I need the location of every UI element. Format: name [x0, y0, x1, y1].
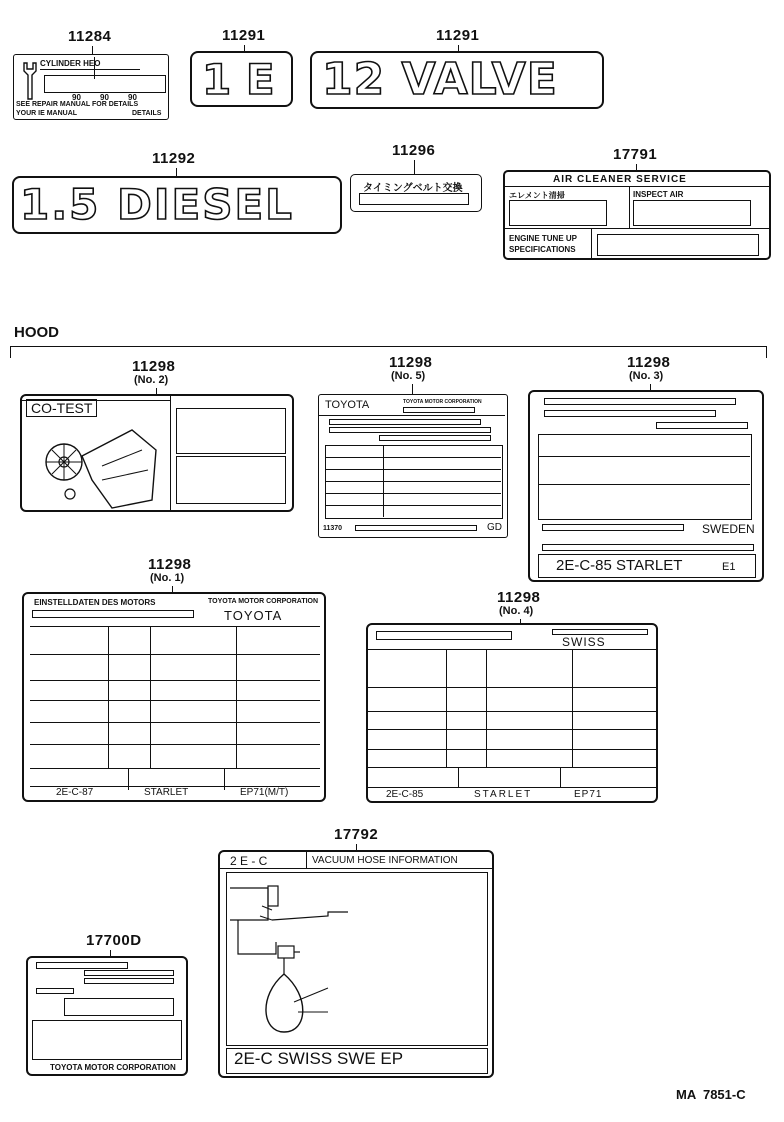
label-17792-vacuum-hose[interactable]	[218, 850, 494, 1078]
part-number-11292: 11292	[152, 150, 196, 167]
label-11298-no5[interactable]	[318, 394, 508, 538]
label-11298-no4-swiss[interactable]	[366, 623, 658, 803]
sub-label-no5: (No. 5)	[391, 370, 426, 382]
part-number-11298-no1: 11298	[148, 556, 192, 573]
label-17791-cell-3a: ENGINE TUNE UP	[509, 234, 578, 243]
label-17792-head-left: 2 E - C	[230, 854, 268, 868]
label-no3-country: SWEDEN	[702, 522, 755, 536]
sub-label-no3: (No. 3)	[629, 370, 664, 382]
label-17700d[interactable]	[26, 956, 188, 1076]
label-11284[interactable]	[13, 54, 169, 120]
label-17791-cell-3b: SPECIFICATIONS	[509, 245, 576, 254]
label-17700d-corp: TOYOTA MOTOR CORPORATION	[50, 1063, 176, 1072]
label-no1-head-left: EINSTELLDATEN DES MOTORS	[34, 598, 156, 607]
label-11296-text: タイミングベルト交換	[363, 183, 463, 194]
label-no1-foot-1: 2E-C-87	[56, 787, 94, 798]
vacuum-hose-diagram-icon	[228, 876, 348, 1036]
part-number-17792: 17792	[334, 826, 379, 843]
sub-label-no1: (No. 1)	[150, 572, 185, 584]
wrench-icon	[20, 61, 40, 101]
label-11284-num-1: 90	[72, 93, 81, 102]
label-no5-corp: TOYOTA MOTOR CORPORATION	[403, 399, 482, 405]
label-no1-brand: TOYOTA	[224, 608, 283, 623]
part-number-11298-no2: 11298	[132, 358, 176, 375]
label-11296[interactable]	[350, 174, 482, 212]
label-11291-1e-text: 1 E	[202, 55, 275, 104]
label-11291-1e[interactable]	[190, 51, 293, 107]
label-11292-diesel-text: 1.5 DIESEL	[20, 180, 294, 229]
label-11291-12valve[interactable]	[310, 51, 604, 109]
label-no1-corp: TOYOTA MOTOR CORPORATION	[208, 598, 319, 605]
part-number-11298-no5: 11298	[389, 354, 433, 371]
label-17792-head-right: VACUUM HOSE INFORMATION	[312, 855, 458, 866]
section-label-hood: HOOD	[14, 324, 59, 341]
part-number-11291-a: 11291	[222, 27, 266, 44]
label-no4-foot-3: EP71	[574, 789, 603, 800]
label-17791-cell-2: INSPECT AIR	[633, 190, 684, 199]
part-number-17791: 17791	[613, 146, 658, 163]
label-11284-num-3: 90	[128, 93, 137, 102]
part-number-11298-no3: 11298	[627, 354, 671, 371]
label-17791-air-cleaner[interactable]	[503, 170, 771, 260]
label-17791-cell-1: エレメント清掃	[509, 191, 565, 200]
label-11284-top-text: CYLINDER HEO	[40, 59, 101, 68]
label-11284-bottom-text-3: DETAILS	[132, 110, 162, 117]
label-no1-foot-3: EP71(M/T)	[240, 787, 289, 798]
label-no3-suffix: E1	[722, 561, 736, 573]
part-number-11284: 11284	[68, 28, 112, 45]
engine-illustration-icon	[32, 420, 162, 510]
label-no5-title: TOYOTA	[325, 399, 370, 411]
label-no4-foot-1: 2E-C-85	[386, 789, 424, 800]
diagram-code: MA 7851-C	[676, 1087, 746, 1102]
label-no1-foot-2: STARLET	[144, 787, 189, 798]
label-11284-bottom-text-2: YOUR IE MANUAL	[16, 110, 78, 117]
label-no2-title: CO-TEST	[26, 399, 97, 417]
label-17791-title: AIR CLEANER SERVICE	[553, 174, 687, 185]
label-no3-model: 2E-C-85 STARLET	[556, 557, 683, 574]
label-17792-foot: 2E-C SWISS SWE EP	[234, 1049, 404, 1068]
sub-label-no4: (No. 4)	[499, 605, 534, 617]
part-number-11296: 11296	[392, 142, 436, 159]
label-11292-diesel[interactable]	[12, 176, 342, 234]
part-number-17700d: 17700D	[86, 932, 142, 949]
sub-label-no2: (No. 2)	[134, 374, 169, 386]
label-no4-foot-2: STARLET	[474, 789, 533, 800]
label-11298-no1-germany[interactable]	[22, 592, 326, 802]
label-11284-num-2: 90	[100, 93, 109, 102]
part-number-11298-no4: 11298	[497, 589, 541, 606]
label-no5-foot-left: 11370	[323, 525, 343, 532]
label-no5-foot-right: GD	[487, 522, 502, 533]
label-11284-bottom-text-1: SEE REPAIR MANUAL FOR DETAILS	[16, 101, 139, 108]
hood-bracket-line	[10, 346, 766, 347]
label-11298-no3-sweden[interactable]	[528, 390, 764, 582]
label-11291-12valve-text: 12 VALVE	[322, 54, 558, 105]
label-no4-country: SWISS	[562, 635, 606, 649]
label-11298-no2-co-test[interactable]	[20, 394, 294, 512]
part-number-11291-b: 11291	[436, 27, 480, 44]
